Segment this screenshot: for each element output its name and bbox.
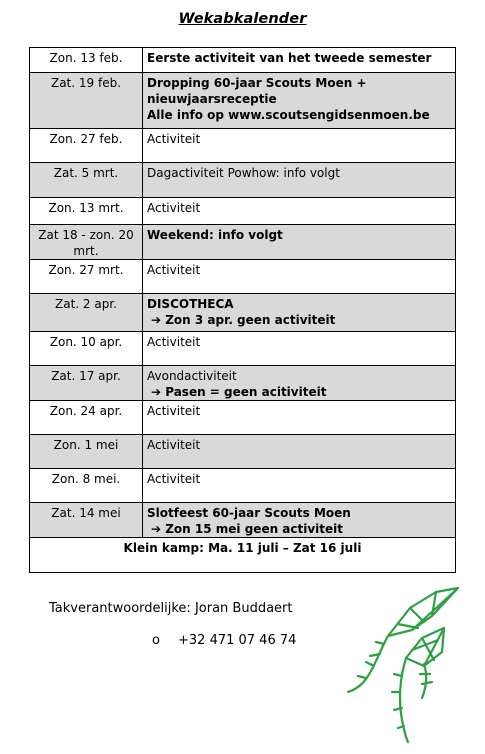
activity-line: Activiteit	[147, 201, 201, 215]
row-date: Zon. 27 feb.	[30, 129, 143, 163]
activity-line: ➔ Pasen = geen acitiviteit	[151, 385, 327, 399]
calendar-footer-row	[30, 538, 456, 573]
row-activity	[143, 73, 456, 129]
activity-line: Dropping 60-jaar Scouts Moen +	[147, 76, 367, 90]
calendar-row	[30, 435, 456, 469]
phone-line	[152, 633, 296, 648]
row-activity	[143, 332, 456, 366]
row-date: Zat. 14 mei	[30, 503, 143, 538]
activity-line: Slotfeest 60-jaar Scouts Moen	[147, 506, 351, 520]
row-date: Zat. 19 feb.	[30, 73, 143, 129]
activity-line: Activiteit	[147, 438, 201, 452]
row-date: Zon. 1 mei	[30, 435, 143, 469]
activity-line: Activiteit	[147, 472, 201, 486]
phone-bullet: o	[152, 633, 160, 648]
calendar-row	[30, 401, 456, 435]
activity-line: Activiteit	[147, 335, 201, 349]
activity-line: Activiteit	[147, 263, 201, 277]
phone-number: +32 471 07 46 74	[178, 633, 297, 648]
activity-line: Alle info op www.scoutsengidsenmoen.be	[147, 108, 430, 122]
calendar-row	[30, 469, 456, 503]
activity-line: Activiteit	[147, 404, 201, 418]
calendar-row	[30, 332, 456, 366]
activity-line: ➔ Zon 15 mei geen activiteit	[151, 522, 344, 536]
row-date: Zon. 27 mrt.	[30, 260, 143, 294]
row-activity	[143, 129, 456, 163]
activity-line: Avondactiviteit	[147, 369, 237, 383]
calendar-row	[30, 294, 456, 332]
calendar-row	[30, 198, 456, 225]
row-activity	[143, 366, 456, 401]
row-activity	[143, 503, 456, 538]
activity-line: Dagactiviteit Powhow: info volgt	[147, 166, 340, 180]
row-activity	[143, 401, 456, 435]
row-date: Zon. 8 mei.	[30, 469, 143, 503]
calendar-row	[30, 260, 456, 294]
row-date: Zat. 5 mrt.	[30, 163, 143, 198]
calendar-row	[30, 366, 456, 401]
row-activity	[143, 198, 456, 225]
row-activity	[143, 469, 456, 503]
activity-line: nieuwjaarsreceptie	[147, 92, 277, 106]
calendar-row	[30, 503, 456, 538]
activity-line: Eerste activiteit van het tweede semester	[147, 51, 432, 65]
calendar-row	[30, 48, 456, 73]
calendar-table	[29, 47, 456, 573]
page-title: Wekabkalender	[178, 11, 307, 27]
row-date: Zat 18 - zon. 20 mrt.	[30, 225, 143, 260]
row-date: Zat. 17 apr.	[30, 366, 143, 401]
row-date: Zon. 10 apr.	[30, 332, 143, 366]
calendar-row	[30, 163, 456, 198]
activity-line: Activiteit	[147, 132, 201, 146]
row-activity	[143, 260, 456, 294]
responsible-person: Takverantwoordelijke: Joran Buddaert	[49, 601, 293, 616]
activity-line: ➔ Zon 3 apr. geen activiteit	[151, 313, 336, 327]
row-date: Zon. 13 mrt.	[30, 198, 143, 225]
row-activity	[143, 294, 456, 332]
calendar-row	[30, 225, 456, 260]
camp-dates: Klein kamp: Ma. 11 juli – Zat 16 juli	[30, 538, 456, 573]
row-activity	[143, 163, 456, 198]
row-date: Zon. 24 apr.	[30, 401, 143, 435]
row-activity	[143, 435, 456, 469]
row-activity	[143, 48, 456, 73]
calendar-row	[30, 129, 456, 163]
activity-line: DISCOTHECA	[147, 297, 234, 311]
row-activity	[143, 225, 456, 260]
calendar-row	[30, 73, 456, 129]
activity-line: Weekend: info volgt	[147, 228, 283, 242]
row-date: Zon. 13 feb.	[30, 48, 143, 73]
kite-icon	[340, 580, 465, 745]
row-date: Zat. 2 apr.	[30, 294, 143, 332]
